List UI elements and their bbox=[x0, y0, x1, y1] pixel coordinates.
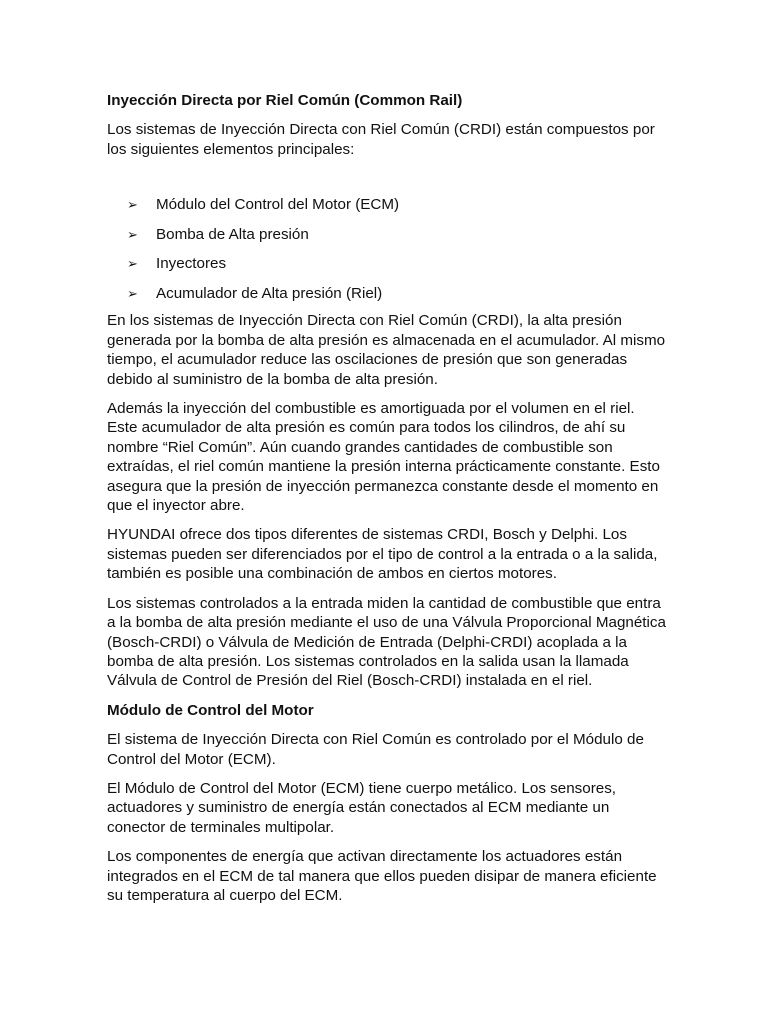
arrow-bullet-icon: ➢ bbox=[127, 226, 138, 242]
body-paragraph: El sistema de Inyección Directa con Riel Común es controlado por el Módulo de Control del Motor (ECM). bbox=[107, 731, 644, 768]
body-paragraph: HYUNDAI ofrece dos tipos diferentes de sistemas CRDI, Bosch y Delphi. Los sistemas pueden ser diferenciados por el tipo de control a la entrada o a la salida, también es posible una combinación de ambos en ciertos motores. bbox=[107, 526, 658, 583]
list-item-text: Acumulador de Alta presión (Riel) bbox=[156, 285, 383, 302]
list-item bbox=[127, 254, 667, 273]
list-item-text: Módulo del Control del Motor (ECM) bbox=[156, 196, 400, 214]
arrow-bullet-icon: ➢ bbox=[127, 286, 138, 301]
body-paragraph: En los sistemas de Inyección Directa con Riel Común (CRDI), la alta presión generada por la bomba de alta presión es almacenada en el acumulador. Al mismo tiempo, el acumulador reduce las oscilaciones de presión que son generadas debido al suministro de la bomba de alta presión. bbox=[107, 312, 666, 388]
components-list bbox=[107, 195, 667, 303]
body-paragraph: El Módulo de Control del Motor (ECM) tiene cuerpo metálico. Los sensores, actuadores y suministro de energía están conectados al ECM mediante un conector de terminales multipolar. bbox=[107, 779, 617, 836]
body-paragraph: Además la inyección del combustible es amortiguada por el volumen en el riel. Este acumulador de alta presión es común para todos los cilindros, de ahí su nombre “Riel Común”. Aún cuando grandes cantidades de combustible son extraídas, el riel común mantiene la presión interna prácticamente constante. Esto asegura que la presión de inyección permanezca constante desde el momento en que el inyector abre. bbox=[107, 400, 660, 515]
list-item bbox=[127, 225, 667, 244]
body-paragraph: Los sistemas controlados a la entrada miden la cantidad de combustible que entra a la bomba de alta presión mediante el uso de una Válvula Proporcional Magnética (Bosch-CRDI) o Válvula de Medición de Entrada (Delphi-CRDI) acoplada a la bomba de alta presión. Los sistemas controlados en la salida usan la llamada Válvula de Control de Presión del Riel (Bosch-CRDI) instalada en el riel. bbox=[107, 594, 666, 690]
document-title: Inyección Directa por Riel Común (Common Rail) bbox=[107, 92, 463, 109]
document-page bbox=[107, 91, 667, 915]
list-item-text: Inyectores bbox=[156, 255, 227, 273]
list-item bbox=[127, 284, 667, 303]
arrow-bullet-icon: ➢ bbox=[127, 256, 138, 272]
arrow-bullet-icon: ➢ bbox=[127, 197, 138, 213]
body-paragraph: Los componentes de energía que activan directamente los actuadores están integrados en el ECM de tal manera que ellos pueden disipar de manera eficiente su temperatura al cuerpo del ECM. bbox=[107, 848, 657, 904]
intro-paragraph: Los sistemas de Inyección Directa con Riel Común (CRDI) están compuestos por los siguientes elementos principales: bbox=[107, 121, 655, 158]
section-heading: Módulo de Control del Motor bbox=[107, 701, 314, 719]
list-item bbox=[127, 195, 667, 214]
list-item-text: Bomba de Alta presión bbox=[156, 225, 309, 243]
